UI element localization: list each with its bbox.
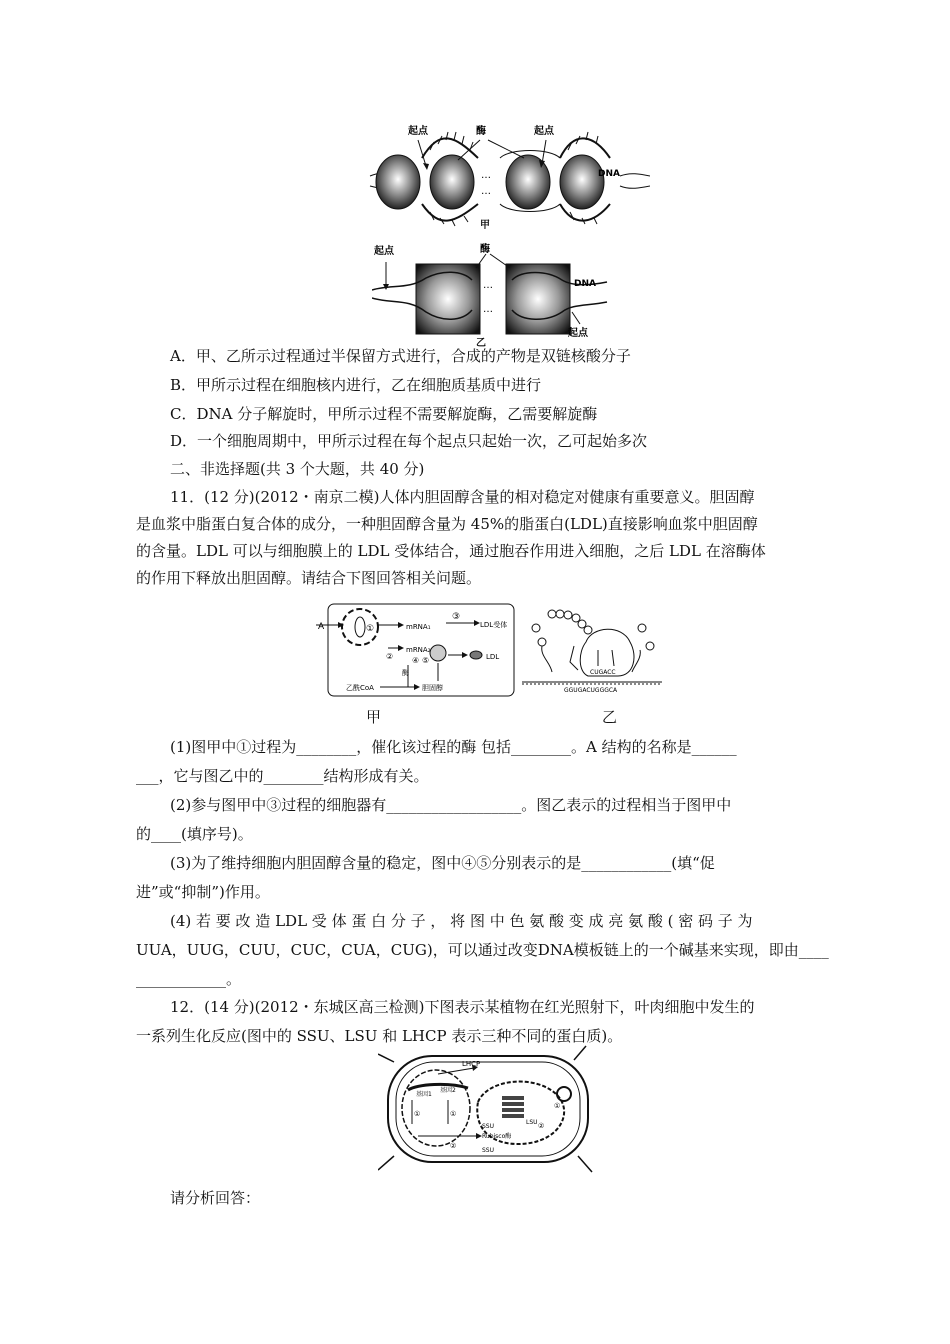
q11-sub3: (3)为了维持细胞内胆固醇含量的稳定，图中④⑤分别表示的是____________(填“促: [170, 854, 715, 872]
q11-sub2: (2)参与图甲中③过程的细胞器有__________________。图乙表示的过程相当于图甲中: [170, 796, 732, 814]
figure-q12-leaf-cell: [378, 1044, 598, 1174]
dna-label: DNA: [574, 279, 596, 289]
acetyl-coa-label: 乙酰CoA: [346, 684, 374, 692]
step-3: ③: [452, 612, 461, 622]
ellipsis: …: [483, 280, 493, 291]
ssu-label: SSU: [482, 1123, 495, 1130]
q11-stem: 11．(12 分)(2012・南京二模)人体内胆固醇含量的相对稳定对健康有重要意义。胆固醇: [170, 488, 755, 506]
step-1: ①: [366, 624, 375, 634]
q11-stem: 的作用下释放出胆固醇。请结合下图回答相关问题。: [136, 569, 482, 587]
q12-stem: 12．(14 分)(2012・东城区高三检测)下图表示某植物在红光照射下，叶肉细胞中发生的: [170, 998, 755, 1016]
figure-caption: 甲: [480, 220, 490, 231]
figure-q11-jia-cell: [316, 603, 516, 699]
origin-label: 起点: [408, 126, 428, 137]
enzyme-label: 酶: [402, 669, 409, 677]
figure-yi-replication: [372, 240, 612, 340]
ssu-label: SSU: [482, 1147, 495, 1154]
step-4: ④: [412, 656, 420, 665]
q11-sub3-cont: 进”或“抑制”)作用。: [136, 883, 270, 901]
figure-q11-yi-translation: [522, 606, 662, 692]
figure-jia-replication-bubbles: [360, 118, 650, 230]
step-2: ②: [386, 652, 394, 661]
ellipsis: …: [481, 186, 491, 197]
step-1: ①: [450, 1110, 457, 1118]
ellipsis: …: [483, 304, 493, 315]
lhcp-label: LHCP: [462, 1060, 481, 1068]
q11-stem: 的含量。LDL 可以与细胞膜上的 LDL 受体结合，通过胞吞作用进入细胞，之后 LDL 在溶酶体: [136, 542, 766, 560]
q11-sub4: (4) 若 要 改 造 LDL 受 体 蛋 白 分 子 ， 将 图 中 色 氨 酸 变 成 亮 氨 酸 ( 密 码 子 为: [170, 912, 753, 930]
step-1: ①: [414, 1110, 421, 1118]
a-label: A: [318, 622, 325, 632]
q11-sub1: (1)图甲中①过程为________，催化该过程的酶 包括________。A 结构的名称是______: [170, 738, 737, 756]
step-2: ②: [538, 1122, 545, 1130]
option-b: B．甲所示过程在细胞核内进行，乙在细胞质基质中进行: [170, 376, 542, 394]
mrna-sequence: GGUGACUGGGCA: [564, 687, 618, 692]
option-a: A．甲、乙所示过程通过半保留方式进行，合成的产物是双链核酸分子: [170, 347, 631, 365]
option-d: D．一个细胞周期中，甲所示过程在每个起点只起始一次，乙可起始多次: [170, 432, 648, 450]
rubisco-label: Rubisco酶: [482, 1133, 512, 1140]
enzyme-label: 酶: [476, 126, 486, 137]
ldl-receptor-label: LDL受体: [480, 621, 508, 629]
mrna1-label: mRNA₁: [406, 623, 431, 631]
dna-label: DNA: [598, 169, 620, 179]
q11-sub4-cont: UUA，UUG，CUU，CUC，CUA，CUG)，可以通过改变DNA模板链上的一个碱基来实现，即由____: [136, 941, 829, 959]
q11-sub1-cont: ___，它与图乙中的________结构形成有关。: [136, 767, 429, 785]
origin-label: 起点: [534, 126, 554, 137]
ellipsis: …: [481, 170, 491, 181]
step-2: ②: [450, 1142, 457, 1150]
q11-sub4-cont: ____________。: [136, 970, 242, 988]
q11-stem: 是血浆中脂蛋白复合体的成分，一种胆固醇含量为 45%的脂蛋白(LDL)直接影响血浆中胆固醇: [136, 515, 758, 533]
codon-label: CUGACC: [590, 669, 616, 676]
figure-caption: 乙: [476, 338, 486, 349]
origin-label: 起点: [374, 246, 394, 257]
q12-prompt: 请分析回答：: [170, 1189, 261, 1207]
q12-stem: 一系列生化反应(图中的 SSU、LSU 和 LHCP 表示三种不同的蛋白质)。: [136, 1027, 623, 1045]
ldl-label: LDL: [486, 653, 500, 661]
lsu-label: LSU: [526, 1119, 538, 1126]
option-c: C．DNA 分子解旋时，甲所示过程不需要解旋酶，乙需要解旋酶: [170, 405, 598, 423]
gene2-label: 基因2: [440, 1087, 456, 1094]
q11-sub2-cont: 的____(填序号)。: [136, 825, 253, 843]
origin-label: 起点: [568, 328, 588, 339]
cholesterol-label: 胆固醇: [422, 684, 443, 692]
mrna2-label: mRNA₂: [406, 646, 431, 654]
figure-caption: 乙: [602, 708, 618, 726]
step-5: ⑤: [422, 656, 430, 665]
figure-caption: 甲: [366, 708, 382, 726]
gene1-label: 基因1: [416, 1091, 432, 1098]
step-1: ①: [554, 1102, 561, 1110]
section-title: 二、非选择题(共 3 个大题，共 40 分): [170, 460, 425, 478]
enzyme-label: 酶: [480, 244, 490, 255]
